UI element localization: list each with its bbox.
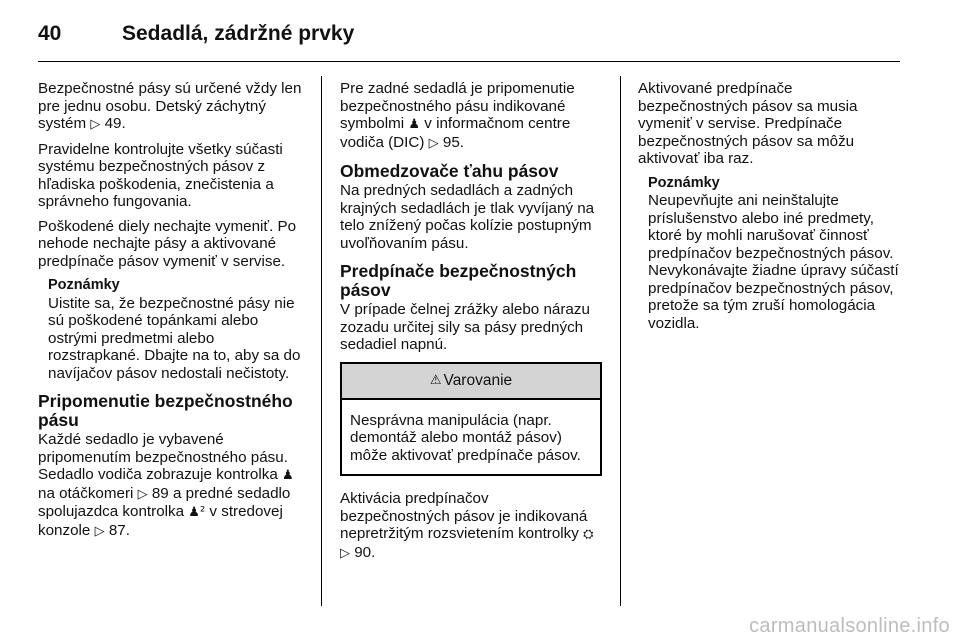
cross-reference-arrow-icon: ▷ <box>94 523 105 539</box>
seatbelt-reminder-2-icon: ♟² <box>188 505 206 520</box>
section-heading: Pripomenutie bezpečnostného pásu <box>38 391 293 430</box>
paragraph: Každé sedadlo je vybavené pripomenutím bezpečnostného pásu. Sedadlo vodiča zobrazuje kontrolka ♟ na otáčkomeri ▷ 89 a predné sedadlo spolujazdca kontrolka ♟² v stredovej konzole ▷ 87. <box>38 431 294 539</box>
page-header <box>38 18 354 50</box>
note-title: Poznámky <box>48 277 120 293</box>
cross-reference[interactable]: 89 a predné sedadlo spolujazdca kontrolka <box>38 484 291 520</box>
section-heading: Obmedzovače ťahu pásov <box>340 161 559 181</box>
note <box>38 277 306 382</box>
seatbelt-reminder-icon: ♟ <box>408 117 421 132</box>
page-number: 40 <box>38 22 62 45</box>
column-2 <box>340 80 602 569</box>
warning-header <box>342 364 600 400</box>
chapter-title: Sedadlá, zádržné prvky <box>122 22 355 45</box>
paragraph: Bezpečnostné pásy sú určené vždy len pre jednu osobu. Detský záchytný systém ▷ 49. <box>38 80 302 132</box>
column-divider <box>321 76 322 606</box>
cross-reference[interactable]: 95. <box>442 133 464 151</box>
column-divider <box>620 76 621 606</box>
watermark: carmanualsonline.info <box>749 615 950 637</box>
paragraph: Pravidelne kontrolujte všetky súčasti systému bezpečnostných pásov z hľadiska poškodenia, znečistenia a správneho fungovania. <box>38 140 283 210</box>
warning-text: Nesprávna manipulácia (napr. demontáž alebo montáž pásov) môže aktivovať predpínače pásov. <box>350 411 581 464</box>
cross-reference-arrow-icon: ▷ <box>90 117 101 132</box>
column-1 <box>38 80 306 547</box>
note-text: Uistite sa, že bezpečnostné pásy nie sú poškodené topánkami alebo ostrými predmetmi alebo rozstrapkané. Dbajte na to, aby sa do navíjačov pásov nedostali nečistoty. <box>48 294 301 382</box>
cross-reference-arrow-icon: ▷ <box>340 545 350 561</box>
note-title: Poznámky <box>648 174 720 191</box>
paragraph: Na predných sedadlách a zadných krajných sedadlách je tlak vyvíjaný na telo znížený počas kolízie postupným uvoľňovaním pásu. <box>340 182 595 252</box>
warning-box <box>340 362 602 477</box>
section-heading: Predpínače bezpečnostných pásov <box>340 261 577 300</box>
paragraph: Pre zadné sedadlá je pripomenutie bezpečnostného pásu indikované symbolmi ♟ v informačnom centre vodiča (DIC) ▷ 95. <box>340 80 575 151</box>
warning-triangle-icon: ⚠ <box>429 372 442 388</box>
cross-reference-arrow-icon: ▷ <box>137 486 148 502</box>
seatbelt-reminder-icon: ♟ <box>282 468 294 483</box>
column-3 <box>638 80 900 339</box>
paragraph: Aktivované predpínače bezpečnostných pásov sa musia vymeniť v servise. Predpínače bezpečnostných pásov sa môžu aktivovať iba raz. <box>638 80 858 167</box>
note-text: Neupevňujte ani neinštalujte príslušenstvo alebo iné predmety, ktoré by mohli narušovať činnosť predpínačov bezpečnostných pásov. Nevykonávajte žiadne úpravy súčastí predpínačov bezpečnostných pásov, pretože sa tým zruší homologácia vozidla. <box>648 192 899 332</box>
header-rule <box>38 61 900 62</box>
paragraph: Poškodené diely nechajte vymeniť. Po nehode nechajte pásy a aktivované predpínače pásov vymeniť v servise. <box>38 217 297 270</box>
paragraph: V prípade čelnej zrážky alebo nárazu zozadu určitej sily sa pásy predných sedadiel napnú. <box>340 301 590 353</box>
cross-reference-arrow-icon: ▷ <box>428 135 439 151</box>
cross-reference[interactable]: 90. <box>354 543 376 561</box>
cross-reference[interactable]: 49. <box>104 115 126 132</box>
airbag-pretensioner-icon: ⛭ <box>583 527 594 542</box>
note <box>638 175 900 333</box>
paragraph: Aktivácia predpínačov bezpečnostných pásov je indikovaná nepretržitým rozsvietením kontrolky ⛭ ▷ 90. <box>340 490 594 561</box>
warning-title: Varovanie <box>443 371 513 389</box>
cross-reference[interactable]: 87. <box>108 521 130 539</box>
